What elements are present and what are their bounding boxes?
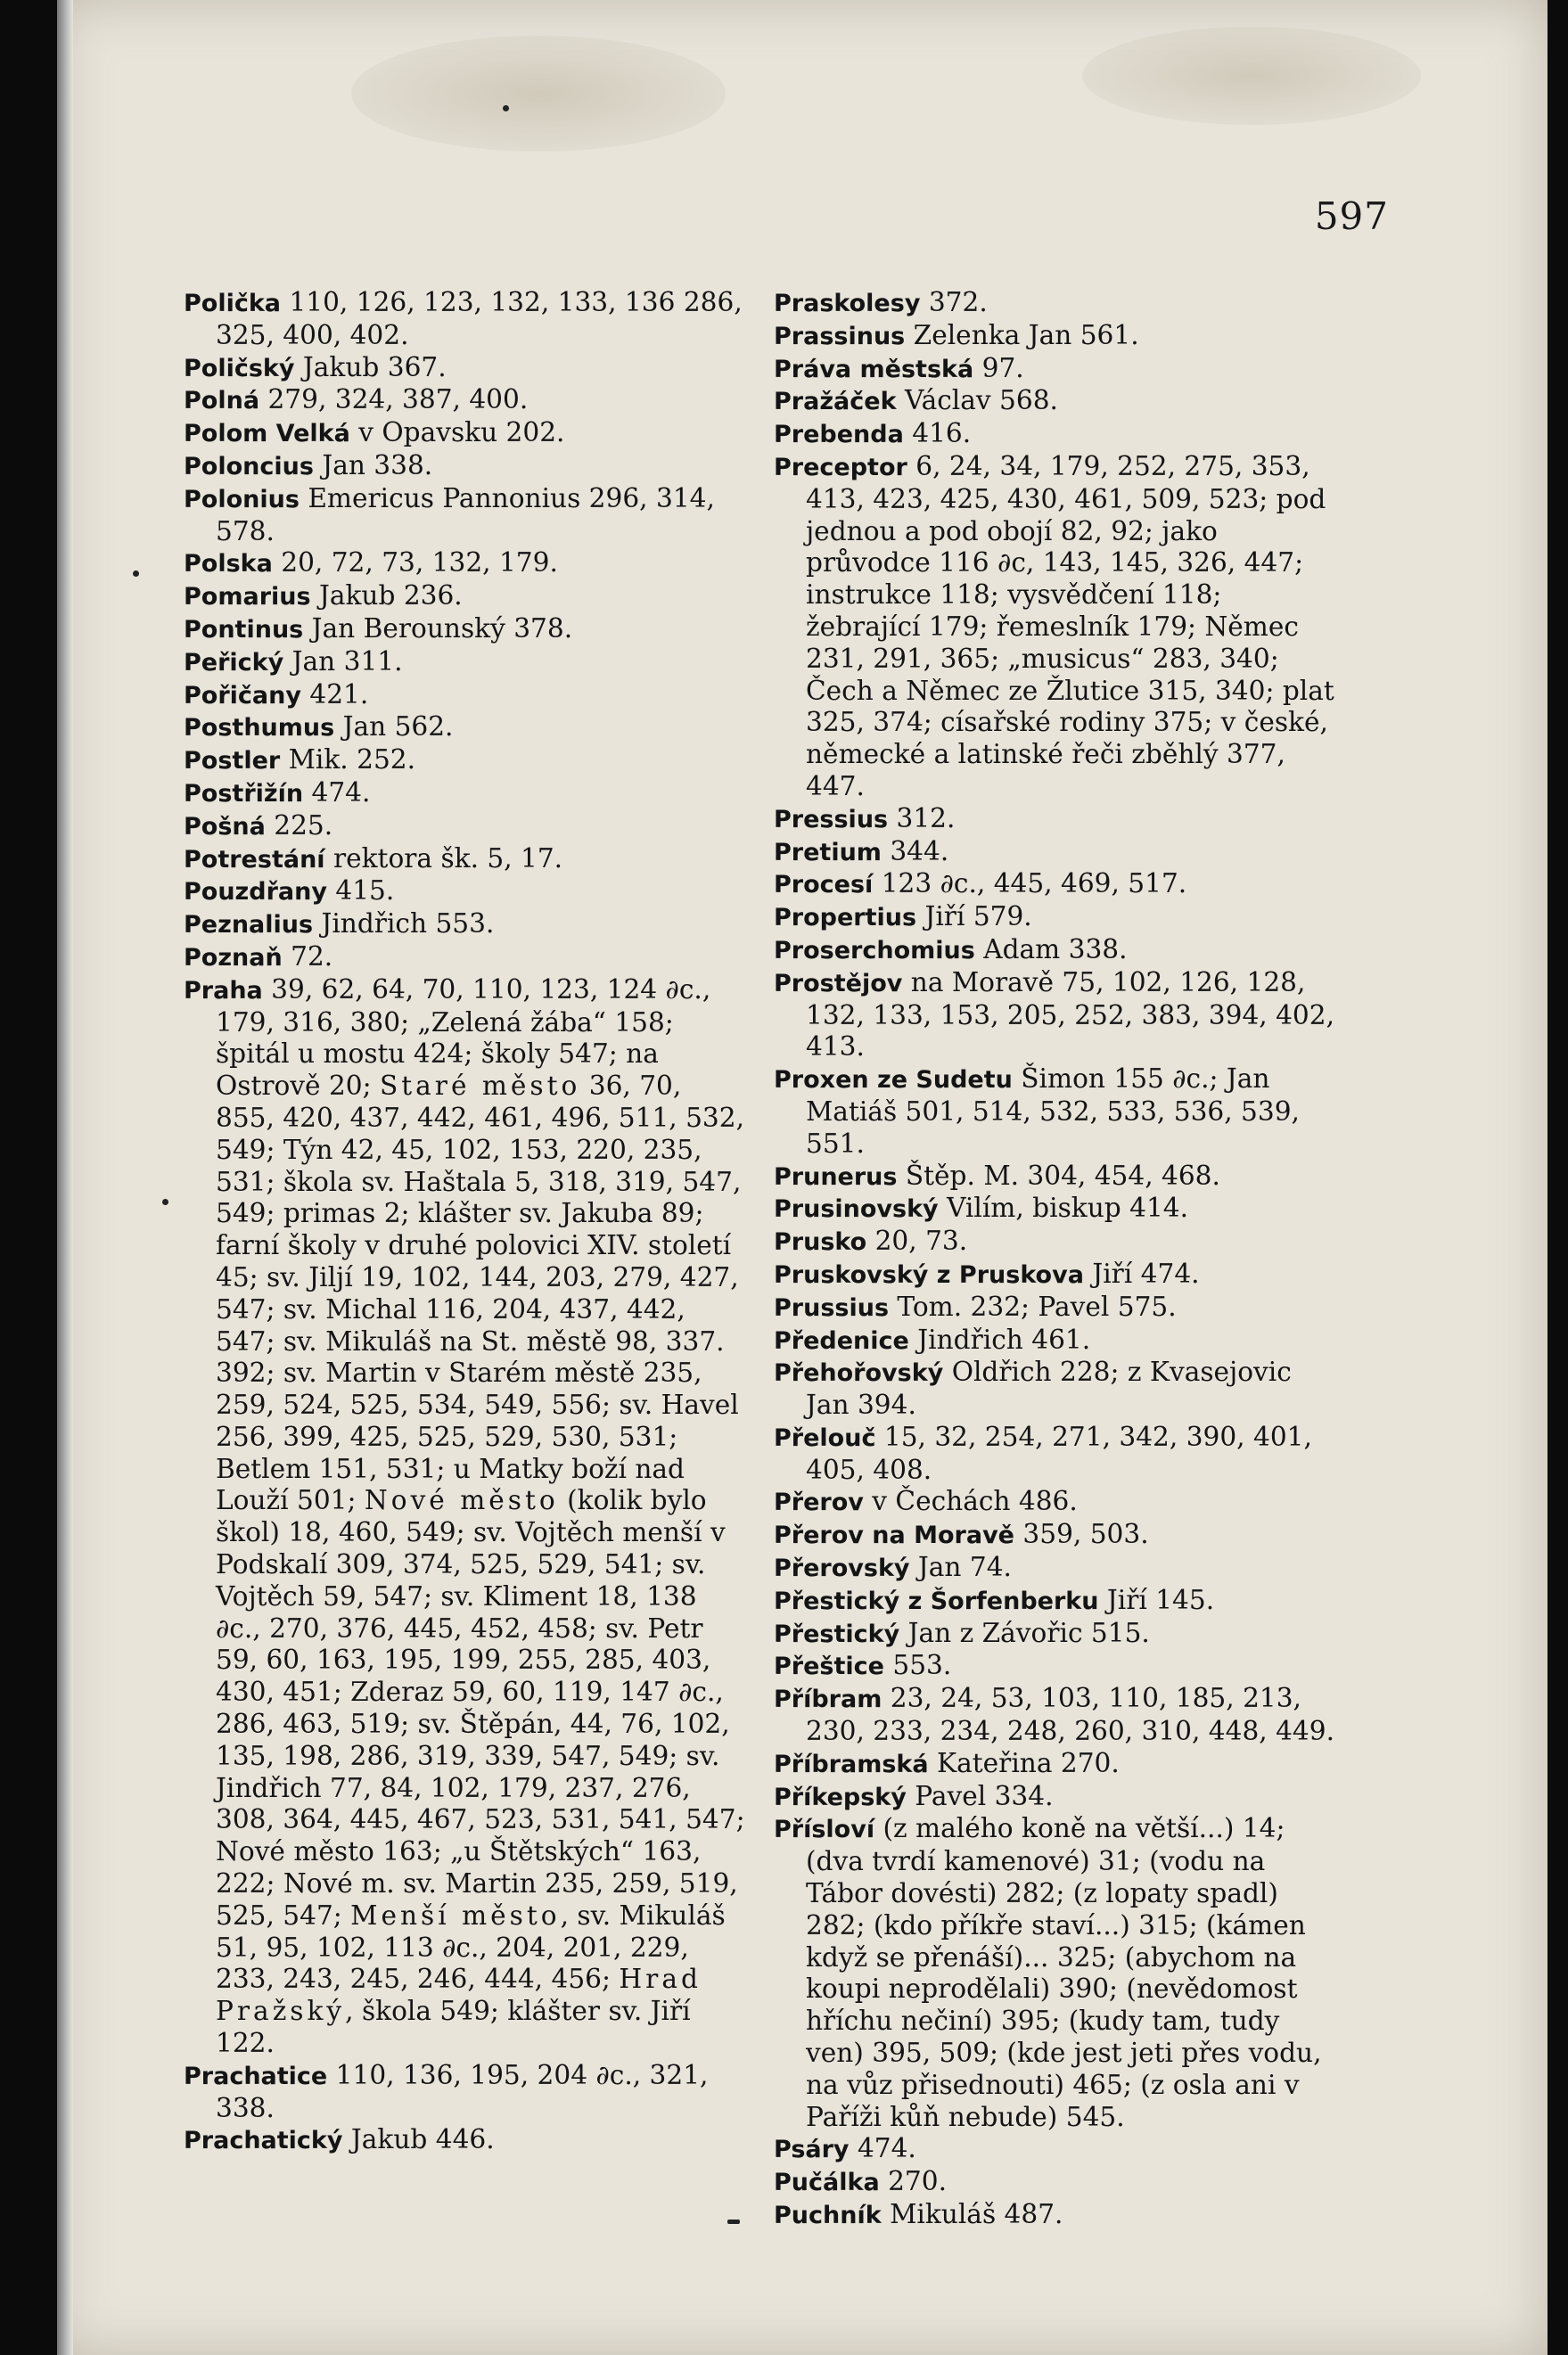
index-references: Pavel 334. — [906, 1780, 1054, 1811]
index-entry — [774, 2133, 1337, 2166]
index-references: Zelenka Jan 561. — [905, 319, 1139, 350]
index-references: v Opavsku 202. — [349, 417, 565, 448]
index-term: Preceptor — [774, 453, 907, 481]
index-references: 359, 503. — [1014, 1519, 1149, 1550]
index-term: Peznalius — [184, 911, 314, 940]
index-references: Jindřich 553. — [313, 908, 495, 940]
index-references: Jan z Závořic 515. — [899, 1617, 1150, 1648]
index-references: na Moravě 75, 102, 126, 128, 132, 133, 153, 205, 252, 383, 394, 402, 413. — [806, 966, 1334, 1063]
index-entry — [774, 1683, 1337, 1748]
index-references: 110, 136, 195, 204 ∂c., 321, 338. — [216, 2059, 709, 2123]
index-references: 110, 126, 123, 132, 133, 136 286, 325, 400, 402. — [216, 287, 743, 350]
index-entry — [184, 875, 747, 908]
index-subheading: Nové město — [364, 1485, 559, 1516]
speck — [162, 1199, 168, 1205]
index-references: (z malého koně na větší...) 14; (dva tvrdí kamenové) 31; (vodu na Tábor dovésti) 282; (z lopaty spadl) 282; (kdo příkře staví...) 315; (kámen když se přenáší)... 325; (abychom na koupi neprodělali) 390; (nevědomost hříchu nečiní) 395; (kudy tam, tudy ven) 395, 509; (kde jest jeti přes vodu, na vůz přisednouti) 465; (z osla ani v Paříži kůň nebude) 545. — [806, 1813, 1322, 2132]
index-term: Postřižín — [184, 779, 304, 808]
index-term: Přestický — [774, 1620, 900, 1648]
index-references: Jiří 474. — [1083, 1258, 1200, 1289]
index-entry — [774, 385, 1337, 418]
index-term: Polom Velká — [184, 420, 350, 448]
index-references: Jan 74. — [909, 1552, 1012, 1583]
index-term: Pražáček — [774, 388, 897, 416]
index-term: Přísloví — [774, 1816, 875, 1844]
index-entry — [774, 2166, 1337, 2199]
index-term: Přestický z Šorfenberku — [774, 1587, 1099, 1615]
speck — [727, 2220, 740, 2224]
index-term: Poznaň — [184, 943, 283, 972]
index-term: Praha — [184, 976, 263, 1005]
index-entry — [184, 679, 747, 712]
index-references: 474. — [303, 776, 371, 808]
index-entry — [184, 646, 747, 679]
index-references: Jiří 145. — [1098, 1584, 1215, 1615]
index-references: 20, 73. — [866, 1226, 968, 1257]
index-term: Příbramská — [774, 1750, 929, 1778]
index-entry — [184, 2124, 747, 2157]
index-references: Jan 562. — [334, 711, 454, 743]
index-term: Poloncius — [184, 452, 314, 480]
index-references: 225. — [265, 809, 333, 841]
index-references: 421. — [300, 678, 369, 710]
index-entry — [774, 1618, 1337, 1651]
index-entry — [184, 711, 747, 744]
index-entry — [774, 1161, 1337, 1194]
index-entry — [774, 353, 1337, 386]
index-references: 97. — [973, 352, 1024, 383]
index-references: Šimon 155 ∂c.; Jan Matiáš 501, 514, 532, 533, 536, 539, 551. — [806, 1063, 1300, 1159]
index-term: Polička — [184, 290, 282, 317]
index-entry — [184, 744, 747, 777]
index-references: 553. — [883, 1650, 952, 1681]
index-entry — [774, 1193, 1337, 1226]
index-entry — [184, 777, 747, 810]
index-references: Tom. 232; Pavel 575. — [889, 1291, 1177, 1322]
index-references: 372. — [920, 287, 988, 317]
index-references: Štěp. M. 304, 454, 468. — [897, 1160, 1220, 1191]
index-entry — [774, 1325, 1337, 1358]
index-references: Jakub 446. — [342, 2124, 495, 2155]
index-subheading: Staré město — [379, 1071, 581, 1102]
index-term: Prusinovský — [774, 1195, 939, 1224]
index-term: Polska — [184, 550, 273, 578]
index-entry — [184, 417, 747, 450]
index-term: Proserchomius — [774, 936, 975, 964]
index-term: Prussius — [774, 1293, 890, 1322]
index-term: Přehořovský — [774, 1359, 944, 1388]
index-references: 416. — [903, 418, 972, 449]
index-references: Jakub 236. — [310, 580, 463, 611]
index-entry — [774, 1063, 1337, 1160]
index-references: 415. — [326, 875, 395, 907]
index-references: , sv. Mikuláš 51, 95, 102, 113 ∂c., 204, 201, 229, 233, 243, 245, 246, 444, 456; — [216, 1900, 726, 1995]
index-entry — [774, 418, 1337, 451]
index-entry — [184, 810, 747, 843]
index-entry — [774, 901, 1337, 934]
index-references: Jiří 579. — [916, 901, 1032, 932]
index-references: Jan Berounský 378. — [303, 612, 573, 644]
index-references: 72. — [282, 940, 333, 972]
index-entry — [184, 580, 747, 613]
index-entry — [184, 613, 747, 646]
index-term: Prostějov — [774, 969, 903, 997]
index-references: 279, 324, 387, 400. — [259, 384, 529, 415]
index-references: Jakub 367. — [294, 351, 447, 382]
index-references: Jindřich 461. — [908, 1324, 1091, 1355]
index-term: Proxen ze Sudetu — [774, 1066, 1013, 1095]
index-term: Prebenda — [774, 421, 904, 449]
index-entry — [184, 483, 747, 548]
index-references: 36, 70, 855, 420, 437, 442, 461, 496, 511, 532, 549; Týn 42, 45, 102, 153, 220, 235, 531; škola sv. Haštala 5, 318, 319, 547, 549; primas 2; klášter sv. Jakuba 89; farní školy v druhé polovici XIV. století 45; sv. Jiljí 19, 102, 144, 203, 279, 427, 547; sv. Michal 116, 204, 437, 442, 547; sv. Mikuláš na St. městě 98, 337. 392; sv. Martin v Starém městě 235, 259, 524, 525, 534, 549, 556; sv. Havel 256, 399, 425, 525, 529, 530, 531; Betlem 151, 531; u Matky boží nad Louží 501; — [216, 1071, 744, 1516]
index-term: Pretium — [774, 838, 882, 866]
index-entry — [774, 1519, 1337, 1552]
index-entry — [774, 1422, 1337, 1487]
index-term: Pučálka — [774, 2169, 880, 2197]
index-term: Propertius — [774, 904, 917, 932]
index-term: Prusko — [774, 1228, 867, 1257]
index-references: 344. — [881, 835, 949, 866]
index-term: Pouzdřany — [184, 878, 327, 907]
index-term: Přelouč — [774, 1424, 876, 1452]
index-term: Procesí — [774, 871, 874, 899]
index-references: Adam 338. — [974, 933, 1128, 964]
index-entry — [184, 2060, 747, 2125]
index-entry — [774, 934, 1337, 967]
index-entry — [774, 320, 1337, 353]
index-references: 6, 24, 34, 179, 252, 275, 353, 413, 423, 425, 430, 461, 509, 523; pod jednou a pod obojí 82, 92; jako průvodce 116 ∂c, 143, 145, 326, 447; instrukce 118; vysvědčení 118; žebrající 179; řemeslník 179; Němec 231, 291, 365; „musicus“ 283, 340; Čech a Němec ze Žlutice 315, 340; plat 325, 374; císařské rodiny 375; v české, německé a latinské řeči zběhlý 377, 447. — [806, 450, 1334, 801]
index-references: 312. — [888, 802, 956, 833]
index-references: 270. — [879, 2166, 947, 2197]
index-entry — [774, 1650, 1337, 1683]
index-term: Puchník — [774, 2202, 882, 2230]
index-entry — [774, 1226, 1337, 1259]
index-references: Emericus Pannonius 296, 314, 578. — [216, 482, 715, 546]
index-entry — [774, 1552, 1337, 1585]
index-entry — [774, 1748, 1337, 1781]
index-entry — [774, 967, 1337, 1063]
index-references: Václav 568. — [896, 385, 1058, 416]
index-references: , škola 549; klášter sv. Jiří 122. — [216, 1996, 691, 2059]
index-references: Mikuláš 487. — [881, 2199, 1063, 2230]
index-term: Pomarius — [184, 583, 311, 611]
index-references: (kolik bylo škol) 18, 460, 549; sv. Vojtěch menší v Podskalí 309, 374, 525, 529, 541; sv. Vojtěch 59, 547; sv. Kliment 18, 138 ∂c., 270, 376, 445, 452, 458; sv. Petr 59, 60, 163, 195, 199, 255, 285, 403, 430, 451; Zderaz 59, 60, 119, 147 ∂c., 286, 463, 519; sv. Štěpán, 44, 76, 102, 135, 198, 286, 319, 339, 547, 549; sv. Jindřich 77, 84, 102, 179, 237, 276, 308, 364, 445, 467, 523, 531, 541, 547; Nové město 163; „u Štětských“ 163, 222; Nové m. sv. Martin 235, 259, 519, 525, 547; — [216, 1485, 745, 1931]
index-entry — [184, 941, 747, 974]
index-entry — [184, 287, 747, 352]
index-entry — [774, 287, 1337, 320]
index-term: Praskolesy — [774, 290, 921, 317]
index-term: Peřický — [184, 648, 284, 677]
index-term: Prachatický — [184, 2127, 343, 2155]
index-term: Poličský — [184, 354, 295, 382]
book-page — [57, 0, 1547, 2355]
index-entry — [774, 836, 1337, 869]
index-references: Mik. 252. — [280, 744, 416, 775]
index-entry — [184, 547, 747, 580]
index-entry — [184, 384, 747, 417]
index-entry — [184, 352, 747, 385]
index-entry — [774, 1486, 1337, 1519]
index-references: v Čechách 486. — [863, 1486, 1078, 1517]
index-term: Prunerus — [774, 1162, 898, 1191]
index-term: Příbram — [774, 1686, 883, 1714]
page-number: 597 — [1314, 194, 1389, 238]
index-term: Předenice — [774, 1326, 909, 1355]
index-references: 15, 32, 254, 271, 342, 390, 401, 405, 408. — [806, 1421, 1312, 1485]
index-references: 123 ∂c., 445, 469, 517. — [873, 868, 1187, 899]
index-references: Jan 338. — [313, 449, 433, 480]
index-term: Přerov na Moravě — [774, 1522, 1014, 1550]
index-term: Pořičany — [184, 681, 301, 710]
index-term: Pontinus — [184, 615, 304, 644]
index-references: Vilím, biskup 414. — [938, 1193, 1189, 1224]
index-term: Polonius — [184, 485, 300, 513]
index-subheading: Hrad Pražský — [216, 1964, 702, 2027]
index-entry — [774, 1259, 1337, 1292]
index-term: Posthumus — [184, 714, 335, 743]
paper-stain — [351, 36, 726, 152]
index-term: Pošná — [184, 812, 266, 841]
index-references: Kateřina 270. — [928, 1747, 1120, 1778]
index-term: Psáry — [774, 2136, 850, 2164]
index-term: Příkepský — [774, 1783, 907, 1811]
index-entry — [774, 1357, 1337, 1422]
index-column-right — [774, 287, 1337, 2232]
index-entry — [184, 974, 747, 2060]
index-term: Postler — [184, 747, 281, 775]
index-entry — [184, 843, 747, 876]
index-entry — [774, 1781, 1337, 1814]
index-term: Přerov — [774, 1489, 864, 1517]
index-term: Přeštice — [774, 1653, 884, 1681]
index-references: Oldřich 228; z Kvasejovic Jan 394. — [806, 1357, 1292, 1421]
index-term: Polná — [184, 387, 260, 415]
index-term: Pruskovský z Pruskova — [774, 1260, 1084, 1289]
index-references: 474. — [849, 2133, 916, 2164]
speck — [503, 105, 509, 111]
index-column-left — [184, 287, 747, 2157]
page-binding-edge — [57, 0, 73, 2355]
index-entry — [184, 908, 747, 941]
speck — [133, 570, 139, 577]
index-entry — [774, 1292, 1337, 1325]
index-entry — [774, 803, 1337, 836]
index-entry — [184, 450, 747, 483]
index-term: Potrestání — [184, 845, 325, 874]
index-entry — [774, 1585, 1337, 1618]
index-entry — [774, 451, 1337, 803]
index-references: Jan 311. — [283, 645, 403, 677]
index-references: 23, 24, 53, 103, 110, 185, 213, 230, 233, 234, 248, 260, 310, 448, 449. — [806, 1683, 1334, 1747]
index-term: Práva městská — [774, 355, 974, 383]
index-term: Prachatice — [184, 2062, 328, 2090]
index-entry — [774, 868, 1337, 901]
index-term: Prassinus — [774, 322, 906, 350]
index-references: rektora šk. 5, 17. — [324, 842, 563, 874]
index-term: Přerovský — [774, 1555, 910, 1583]
index-entry — [774, 2199, 1337, 2232]
index-references: 39, 62, 64, 70, 110, 123, 124 ∂c., 179, 316, 380; „Zelená žába“ 158; špitál u mostu 424; školy 547; na Ostrově 20; — [216, 973, 711, 1102]
index-entry — [774, 1813, 1337, 2133]
paper-stain — [1082, 27, 1421, 125]
index-references: 20, 72, 73, 132, 179. — [272, 547, 558, 578]
index-subheading: Menší město — [350, 1900, 561, 1931]
index-term: Pressius — [774, 805, 889, 833]
